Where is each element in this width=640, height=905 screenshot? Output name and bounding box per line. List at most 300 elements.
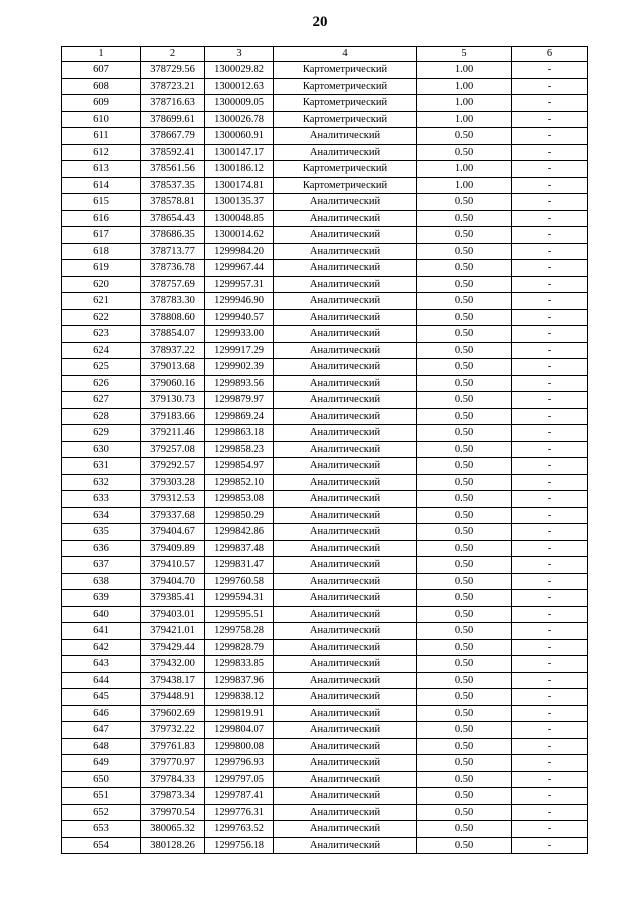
table-cell: 1299776.31 <box>205 804 274 821</box>
table-cell: 1299933.00 <box>205 326 274 343</box>
table-cell: - <box>512 590 588 607</box>
table-cell: 379403.01 <box>141 606 205 623</box>
table-row <box>62 524 588 541</box>
table-cell: 622 <box>62 309 141 326</box>
table-cell: 0.50 <box>417 210 512 227</box>
table-cell: 623 <box>62 326 141 343</box>
table-cell: 628 <box>62 408 141 425</box>
table-cell: 627 <box>62 392 141 409</box>
table-cell: 379410.57 <box>141 557 205 574</box>
table-cell: - <box>512 62 588 79</box>
table-cell: 0.50 <box>417 128 512 145</box>
table-cell: Аналитический <box>274 557 417 574</box>
table-cell: 378783.30 <box>141 293 205 310</box>
table-body <box>62 62 588 854</box>
table-cell: 0.50 <box>417 326 512 343</box>
table-cell: 379183.66 <box>141 408 205 425</box>
table-cell: 1299858.23 <box>205 441 274 458</box>
table-row <box>62 804 588 821</box>
table-cell: - <box>512 95 588 112</box>
table-cell: 1300048.85 <box>205 210 274 227</box>
table-cell: 1300014.62 <box>205 227 274 244</box>
table-cell: Аналитический <box>274 359 417 376</box>
table-cell: 646 <box>62 705 141 722</box>
table-cell: 619 <box>62 260 141 277</box>
table-cell: - <box>512 359 588 376</box>
table-cell: 378757.69 <box>141 276 205 293</box>
table-cell: 1299967.44 <box>205 260 274 277</box>
table-cell: - <box>512 326 588 343</box>
table-cell: 652 <box>62 804 141 821</box>
table-cell: 378736.78 <box>141 260 205 277</box>
table-cell: 614 <box>62 177 141 194</box>
table-cell: 634 <box>62 507 141 524</box>
table-cell: 607 <box>62 62 141 79</box>
table-cell: 626 <box>62 375 141 392</box>
table-cell: 637 <box>62 557 141 574</box>
column-header: 4 <box>274 47 417 62</box>
table-cell: - <box>512 194 588 211</box>
table-cell: 1299800.08 <box>205 738 274 755</box>
table-cell: 0.50 <box>417 408 512 425</box>
table-cell: - <box>512 788 588 805</box>
table-cell: Аналитический <box>274 821 417 838</box>
table-cell: Аналитический <box>274 194 417 211</box>
table-cell: 1300186.12 <box>205 161 274 178</box>
table-cell: 0.50 <box>417 606 512 623</box>
table-cell: - <box>512 210 588 227</box>
table-cell: Аналитический <box>274 276 417 293</box>
table-cell: 0.50 <box>417 194 512 211</box>
table-cell: 1299850.29 <box>205 507 274 524</box>
table-cell: 378686.35 <box>141 227 205 244</box>
table-cell: 654 <box>62 837 141 854</box>
table-cell: Картометрический <box>274 78 417 95</box>
table-cell: 0.50 <box>417 144 512 161</box>
table-row <box>62 392 588 409</box>
table-cell: Аналитический <box>274 738 417 755</box>
table-row <box>62 837 588 854</box>
table-cell: 1299837.48 <box>205 540 274 557</box>
table-cell: Картометрический <box>274 177 417 194</box>
table-cell: Аналитический <box>274 342 417 359</box>
table-cell: 0.50 <box>417 458 512 475</box>
table-cell: Картометрический <box>274 111 417 128</box>
table-cell: - <box>512 524 588 541</box>
table-cell: 1.00 <box>417 161 512 178</box>
table-cell: 380128.26 <box>141 837 205 854</box>
table-cell: - <box>512 672 588 689</box>
table-cell: - <box>512 458 588 475</box>
table-cell: 0.50 <box>417 623 512 640</box>
table-cell: 620 <box>62 276 141 293</box>
table-cell: - <box>512 573 588 590</box>
table-cell: - <box>512 705 588 722</box>
table-cell: 1299756.18 <box>205 837 274 854</box>
table-cell: - <box>512 738 588 755</box>
table-cell: 1300009.05 <box>205 95 274 112</box>
table-row <box>62 705 588 722</box>
table-cell: - <box>512 243 588 260</box>
table-row <box>62 293 588 310</box>
table-cell: 1300174.81 <box>205 177 274 194</box>
table-row <box>62 507 588 524</box>
table-row <box>62 672 588 689</box>
table-cell: 0.50 <box>417 441 512 458</box>
table-cell: Картометрический <box>274 95 417 112</box>
table-row <box>62 62 588 79</box>
table-cell: 633 <box>62 491 141 508</box>
table-cell: 379438.17 <box>141 672 205 689</box>
table-row <box>62 474 588 491</box>
table-cell: 1299853.08 <box>205 491 274 508</box>
column-header: 3 <box>205 47 274 62</box>
table-cell: 638 <box>62 573 141 590</box>
table-row <box>62 342 588 359</box>
table-row <box>62 656 588 673</box>
table-cell: 379970.54 <box>141 804 205 821</box>
table-cell: Аналитический <box>274 474 417 491</box>
table-cell: 1300147.17 <box>205 144 274 161</box>
table-cell: 1299819.91 <box>205 705 274 722</box>
table-cell: 1299946.90 <box>205 293 274 310</box>
table-cell: 1299852.10 <box>205 474 274 491</box>
table-cell: 0.50 <box>417 821 512 838</box>
table-row <box>62 755 588 772</box>
table-cell: - <box>512 557 588 574</box>
table-cell: 379312.53 <box>141 491 205 508</box>
table-cell: Аналитический <box>274 639 417 656</box>
table-cell: 1299804.07 <box>205 722 274 739</box>
table-cell: Аналитический <box>274 540 417 557</box>
table-cell: 644 <box>62 672 141 689</box>
table-cell: 379448.91 <box>141 689 205 706</box>
table-cell: 378937.22 <box>141 342 205 359</box>
table-cell: 645 <box>62 689 141 706</box>
table-cell: 1299984.20 <box>205 243 274 260</box>
table-cell: 1299957.31 <box>205 276 274 293</box>
table-row <box>62 821 588 838</box>
table-cell: - <box>512 821 588 838</box>
table-cell: 379013.68 <box>141 359 205 376</box>
table-cell: - <box>512 639 588 656</box>
table-header-row <box>62 47 588 62</box>
table-cell: 379421.01 <box>141 623 205 640</box>
table-row <box>62 359 588 376</box>
table-cell: 1299758.28 <box>205 623 274 640</box>
table-row <box>62 210 588 227</box>
table-cell: 611 <box>62 128 141 145</box>
table-cell: 617 <box>62 227 141 244</box>
table-cell: - <box>512 293 588 310</box>
table-cell: 379784.33 <box>141 771 205 788</box>
table-cell: Аналитический <box>274 837 417 854</box>
table-cell: 379292.57 <box>141 458 205 475</box>
table-cell: 648 <box>62 738 141 755</box>
table-cell: 379385.41 <box>141 590 205 607</box>
table-cell: 632 <box>62 474 141 491</box>
table-row <box>62 95 588 112</box>
table-cell: 624 <box>62 342 141 359</box>
table-cell: 639 <box>62 590 141 607</box>
table-row <box>62 441 588 458</box>
table-cell: 378667.79 <box>141 128 205 145</box>
table-row <box>62 540 588 557</box>
table-cell: 379761.83 <box>141 738 205 755</box>
table-row <box>62 111 588 128</box>
table-cell: Аналитический <box>274 392 417 409</box>
table-cell: 0.50 <box>417 804 512 821</box>
table-cell: 609 <box>62 95 141 112</box>
table-cell: 1299760.58 <box>205 573 274 590</box>
table-row <box>62 144 588 161</box>
table-cell: Аналитический <box>274 524 417 541</box>
table-cell: 1.00 <box>417 177 512 194</box>
table-cell: Аналитический <box>274 606 417 623</box>
table-cell: Аналитический <box>274 804 417 821</box>
table-row <box>62 557 588 574</box>
table-cell: 1299842.86 <box>205 524 274 541</box>
table-cell: 0.50 <box>417 359 512 376</box>
table-cell: 1.00 <box>417 111 512 128</box>
table-cell: 635 <box>62 524 141 541</box>
table-cell: 0.50 <box>417 672 512 689</box>
table-cell: 629 <box>62 425 141 442</box>
table-cell: 0.50 <box>417 260 512 277</box>
table-row <box>62 309 588 326</box>
table-cell: 612 <box>62 144 141 161</box>
table-cell: 1299595.51 <box>205 606 274 623</box>
table-cell: - <box>512 161 588 178</box>
table-cell: 379404.70 <box>141 573 205 590</box>
table-cell: 378699.61 <box>141 111 205 128</box>
table-cell: 378561.56 <box>141 161 205 178</box>
table-row <box>62 408 588 425</box>
table-cell: Аналитический <box>274 260 417 277</box>
table-cell: 1.00 <box>417 95 512 112</box>
table-cell: 1299917.29 <box>205 342 274 359</box>
table-row <box>62 623 588 640</box>
table-cell: Аналитический <box>274 491 417 508</box>
table-cell: 379303.28 <box>141 474 205 491</box>
table-cell: 0.50 <box>417 788 512 805</box>
table-cell: 1299594.31 <box>205 590 274 607</box>
table-cell: 0.50 <box>417 590 512 607</box>
table-cell: 379429.44 <box>141 639 205 656</box>
table-cell: 378592.41 <box>141 144 205 161</box>
table-cell: 0.50 <box>417 227 512 244</box>
table-cell: 379432.00 <box>141 656 205 673</box>
table-row <box>62 639 588 656</box>
table-cell: 379602.69 <box>141 705 205 722</box>
table-cell: - <box>512 656 588 673</box>
table-cell: Аналитический <box>274 227 417 244</box>
table-cell: - <box>512 111 588 128</box>
table-cell: Аналитический <box>274 507 417 524</box>
table-cell: Аналитический <box>274 441 417 458</box>
table-cell: Аналитический <box>274 755 417 772</box>
table-cell: 0.50 <box>417 738 512 755</box>
table-cell: 378654.43 <box>141 210 205 227</box>
table-row <box>62 194 588 211</box>
table-cell: - <box>512 755 588 772</box>
table-cell: 1299831.47 <box>205 557 274 574</box>
table-row <box>62 276 588 293</box>
table-row <box>62 590 588 607</box>
table-cell: 1299828.79 <box>205 639 274 656</box>
table-cell: 0.50 <box>417 375 512 392</box>
table-cell: 1299787.41 <box>205 788 274 805</box>
table-cell: Аналитический <box>274 408 417 425</box>
table-cell: 0.50 <box>417 722 512 739</box>
coordinates-table <box>61 46 588 854</box>
table-cell: 608 <box>62 78 141 95</box>
table-cell: - <box>512 804 588 821</box>
table-row <box>62 243 588 260</box>
table-cell: - <box>512 78 588 95</box>
table-cell: 640 <box>62 606 141 623</box>
table-cell: 0.50 <box>417 656 512 673</box>
table-cell: 1300029.82 <box>205 62 274 79</box>
table-row <box>62 425 588 442</box>
table-cell: 379404.67 <box>141 524 205 541</box>
table-cell: Аналитический <box>274 656 417 673</box>
table-cell: - <box>512 606 588 623</box>
table-cell: - <box>512 177 588 194</box>
table-cell: Аналитический <box>274 144 417 161</box>
table-cell: 0.50 <box>417 293 512 310</box>
table-cell: 1.00 <box>417 78 512 95</box>
table-cell: 0.50 <box>417 540 512 557</box>
column-header: 5 <box>417 47 512 62</box>
table-cell: 378713.77 <box>141 243 205 260</box>
table-cell: - <box>512 722 588 739</box>
table-cell: 0.50 <box>417 474 512 491</box>
table-cell: - <box>512 491 588 508</box>
table-cell: - <box>512 507 588 524</box>
table-cell: 1300026.78 <box>205 111 274 128</box>
table-cell: 0.50 <box>417 705 512 722</box>
table-cell: 643 <box>62 656 141 673</box>
table-cell: 1299837.96 <box>205 672 274 689</box>
table-cell: 621 <box>62 293 141 310</box>
table-cell: 0.50 <box>417 309 512 326</box>
table-cell: 1299869.24 <box>205 408 274 425</box>
table-cell: - <box>512 309 588 326</box>
table-cell: Аналитический <box>274 326 417 343</box>
table-row <box>62 722 588 739</box>
table-cell: 1299797.05 <box>205 771 274 788</box>
table-row <box>62 771 588 788</box>
table-cell: 0.50 <box>417 689 512 706</box>
table-cell: 625 <box>62 359 141 376</box>
column-header: 6 <box>512 47 588 62</box>
table-cell: 0.50 <box>417 755 512 772</box>
table-cell: - <box>512 144 588 161</box>
table-cell: 0.50 <box>417 573 512 590</box>
table-row <box>62 161 588 178</box>
table-cell: 0.50 <box>417 837 512 854</box>
table-cell: - <box>512 342 588 359</box>
table-cell: 610 <box>62 111 141 128</box>
table-cell: 1299796.93 <box>205 755 274 772</box>
table-cell: 653 <box>62 821 141 838</box>
table-cell: - <box>512 540 588 557</box>
table-cell: 378537.35 <box>141 177 205 194</box>
table-cell: Аналитический <box>274 425 417 442</box>
table-cell: 0.50 <box>417 392 512 409</box>
table-cell: Аналитический <box>274 705 417 722</box>
table-cell: 642 <box>62 639 141 656</box>
table-cell: - <box>512 128 588 145</box>
table-cell: 378729.56 <box>141 62 205 79</box>
table-cell: - <box>512 375 588 392</box>
table-cell: 615 <box>62 194 141 211</box>
table-row <box>62 375 588 392</box>
table-row <box>62 78 588 95</box>
table-cell: Картометрический <box>274 62 417 79</box>
table-cell: 379873.34 <box>141 788 205 805</box>
table-cell: Аналитический <box>274 623 417 640</box>
table-cell: 1299763.52 <box>205 821 274 838</box>
table-cell: Аналитический <box>274 672 417 689</box>
table-cell: 380065.32 <box>141 821 205 838</box>
table-cell: - <box>512 276 588 293</box>
table-row <box>62 788 588 805</box>
table-cell: 0.50 <box>417 276 512 293</box>
page-number: 20 <box>312 14 328 30</box>
table-cell: 379409.89 <box>141 540 205 557</box>
table-cell: - <box>512 771 588 788</box>
table-row <box>62 573 588 590</box>
table-cell: 1299893.56 <box>205 375 274 392</box>
table-row <box>62 606 588 623</box>
table-cell: 618 <box>62 243 141 260</box>
table-cell: 0.50 <box>417 243 512 260</box>
table-cell: 1299902.39 <box>205 359 274 376</box>
table-cell: 1300060.91 <box>205 128 274 145</box>
table-row <box>62 458 588 475</box>
table-cell: 379770.97 <box>141 755 205 772</box>
table-cell: 641 <box>62 623 141 640</box>
table-cell: 379337.68 <box>141 507 205 524</box>
column-header: 2 <box>141 47 205 62</box>
table-cell: Аналитический <box>274 309 417 326</box>
table-cell: Аналитический <box>274 573 417 590</box>
table-cell: 636 <box>62 540 141 557</box>
table-cell: 1299854.97 <box>205 458 274 475</box>
table-cell: 378578.81 <box>141 194 205 211</box>
table-cell: - <box>512 441 588 458</box>
table-cell: - <box>512 474 588 491</box>
table-cell: 1299833.85 <box>205 656 274 673</box>
table-cell: - <box>512 408 588 425</box>
table-cell: Аналитический <box>274 590 417 607</box>
table-cell: 649 <box>62 755 141 772</box>
table-cell: Аналитический <box>274 210 417 227</box>
table-cell: 378716.63 <box>141 95 205 112</box>
table-cell: Аналитический <box>274 771 417 788</box>
table-cell: - <box>512 227 588 244</box>
table-cell: 378854.07 <box>141 326 205 343</box>
table-cell: 0.50 <box>417 557 512 574</box>
table-cell: 651 <box>62 788 141 805</box>
table-cell: - <box>512 392 588 409</box>
table-cell: Аналитический <box>274 689 417 706</box>
table-cell: 0.50 <box>417 639 512 656</box>
table-cell: 1299863.18 <box>205 425 274 442</box>
table-cell: 379732.22 <box>141 722 205 739</box>
